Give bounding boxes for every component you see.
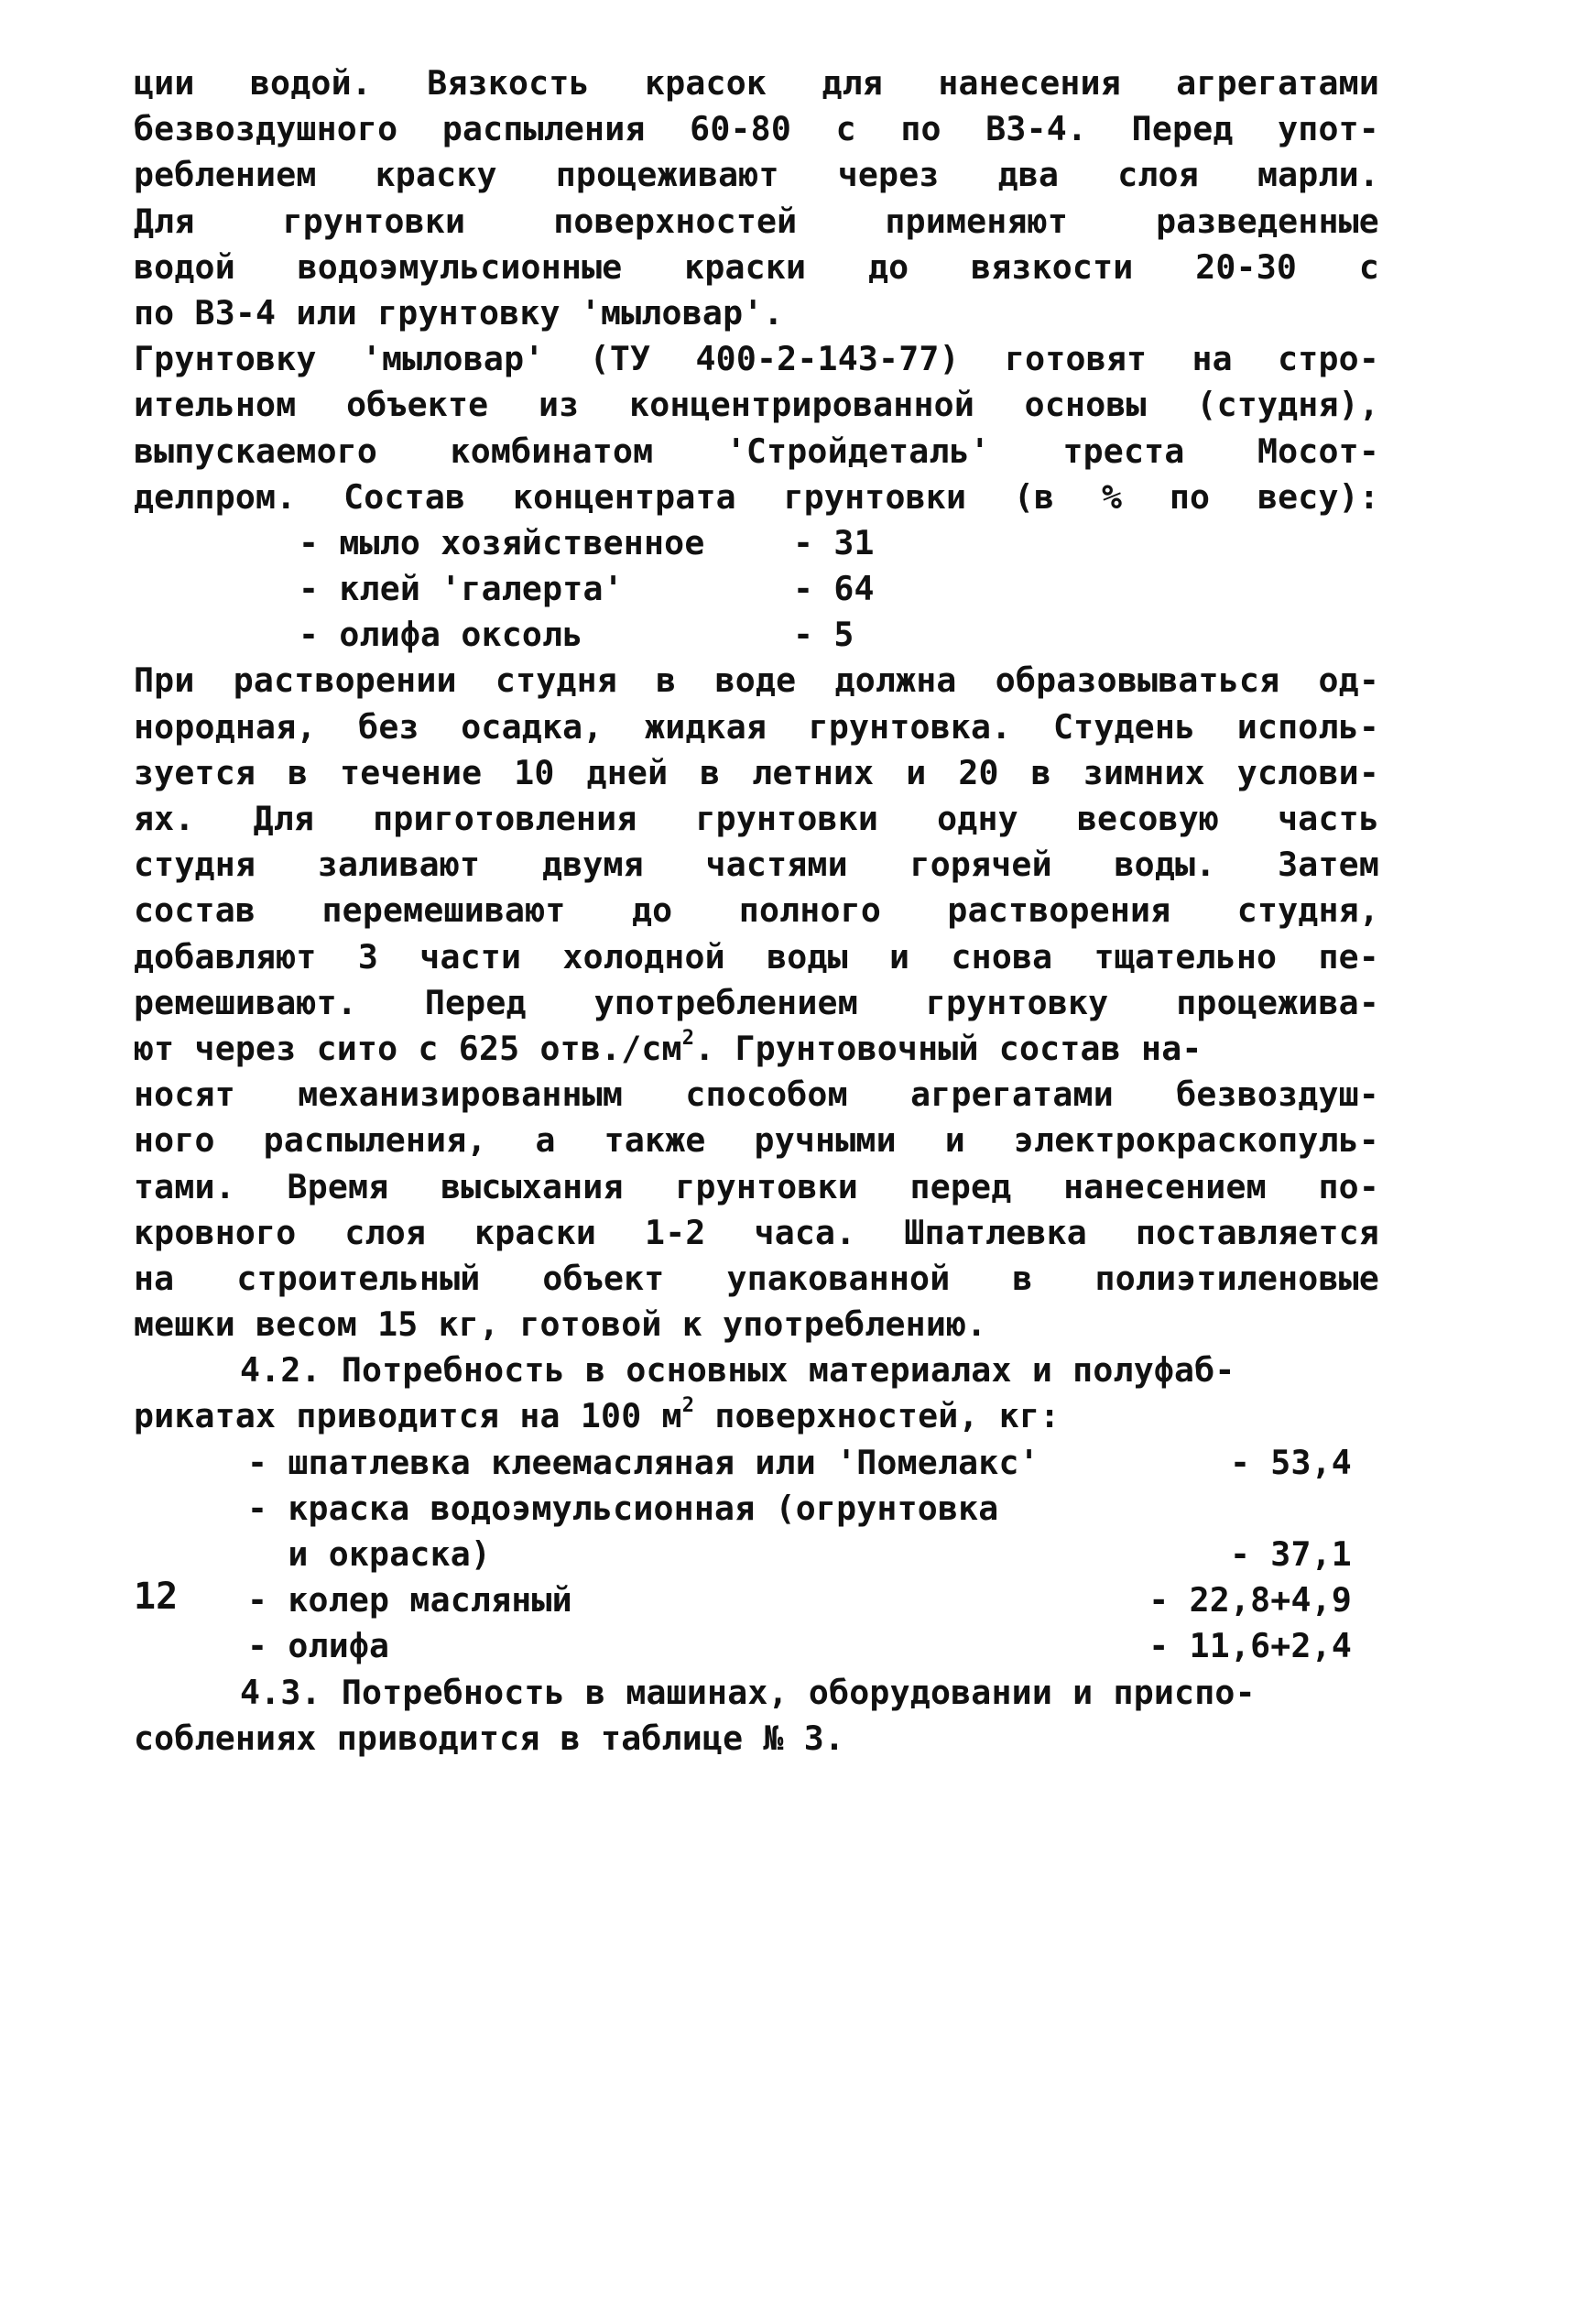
materials-list [134,1440,1379,1670]
list-item [247,1532,1379,1577]
item-name: - мыло хозяйственное [299,522,705,562]
item-value [1114,1486,1379,1532]
section-text-cont: поверхностей, кг: [694,1396,1061,1436]
text-line: безвоздушного распыления 60-80 с по ВЗ-4. Перед упот- [134,109,1379,149]
text-line: делпром. Состав концентрата грунтовки (в % по весу): [134,476,1379,517]
item-name: - олифа [247,1626,390,1666]
text-line: носят механизированным способом агрегатами безвоздуш- [134,1075,1379,1115]
list-item [134,520,1379,566]
text-line: ях. Для приготовления грунтовки одну весовую часть [134,799,1379,838]
item-value: - 11,6+2,4 [1148,1626,1352,1666]
document-page [134,60,1379,1762]
text-line: Грунтовку 'мыловар' (ТУ 400-2-143-77) готовят на стро- [134,339,1379,379]
text-line: Для грунтовки поверхностей применяют разведенные [134,201,1379,241]
list-item [247,1623,1379,1669]
text-line: студня заливают двумя частями горячей воды. Затем [134,845,1379,885]
text-line [134,1393,1379,1439]
text-line: соблениях приводится в таблице № 3. [134,1718,845,1758]
item-name: - клей 'галерта' [299,569,624,609]
item-name: - шпатлевка клеемасляная или 'Помелакс' [247,1442,1039,1482]
list-item [134,612,1379,658]
list-item [247,1486,1379,1532]
page-number: 12 [134,1576,179,1618]
text-line: добавляют 3 части холодной воды и снова тщательно пе- [134,936,1379,977]
text-line: кровного слоя краски 1-2 часа. Шпатлевка поставляется [134,1212,1379,1252]
text-line: состав перемешивают до полного растворения студня, [134,890,1379,931]
item-value: - 53,4 [1229,1442,1352,1482]
item-value: - 22,8+4,9 [1148,1580,1352,1620]
item-value: - 5 [793,615,854,655]
item-name: и окраска) [247,1534,492,1574]
section-4-2 [134,1347,1379,1439]
text-line: выпускаемого комбинатом 'Стройдеталь' треста Мосот- [134,431,1379,471]
text-line: по ВЗ-4 или грунтовку 'мыловар'. [134,292,784,333]
section-heading: 4.3. Потребность в машинах, оборудовании и приспо- [240,1672,1256,1712]
text-line: реблением краску процеживают через два слоя марли. [134,155,1379,195]
section-heading: 4.2. Потребность в основных материалах и полуфаб- [240,1350,1235,1391]
composition-list [134,520,1379,659]
text-line: мешки весом 15 кг, готовой к употреблению. [134,1304,987,1345]
item-value: - 37,1 [1229,1534,1352,1574]
section-text: рикатах приводится на 100 м [134,1396,682,1436]
text-line: ительном объекте из концентрированной основы (студня), [134,385,1379,425]
item-name: - олифа оксоль [299,615,583,655]
text-line: При растворении студня в воде должна образовываться од- [134,660,1379,701]
sieve-text: ют через сито с 625 отв./см [134,1028,682,1068]
text-line: ного распыления, а также ручными и электрокраскопуль- [134,1120,1379,1161]
text-line: тами. Время высыхания грунтовки перед нанесением по- [134,1166,1379,1206]
superscript: 2 [681,1394,695,1418]
item-value: - 64 [793,569,875,609]
text-line: нородная, без осадка, жидкая грунтовка. Студень исполь- [134,706,1379,747]
text-line: водой водоэмульсионные краски до вязкости 20-30 с [134,246,1379,287]
list-item [247,1440,1379,1486]
list-item [247,1577,1379,1623]
text-line: ремешивают. Перед употреблением грунтовку процежива- [134,982,1379,1022]
superscript: 2 [681,1026,695,1050]
paragraph-1 [134,60,1379,336]
item-value: - 31 [793,522,875,562]
paragraph-3 [134,658,1379,1347]
text-line: ции водой. Вязкость красок для нанесения агрегатами [134,63,1379,103]
section-4-3 [134,1670,1379,1762]
text-line [134,1026,1379,1072]
text-line: на строительный объект упакованной в полиэтиленовые [134,1258,1379,1298]
paragraph-2 [134,336,1379,520]
item-name: - краска водоэмульсионная (огрунтовка [247,1488,999,1528]
text-line: зуется в течение 10 дней в летних и 20 в зимних услови- [134,752,1379,792]
list-item [134,566,1379,612]
item-name: - колер масляный [247,1580,572,1620]
sieve-text-cont: . Грунтовочный состав на- [694,1028,1203,1068]
